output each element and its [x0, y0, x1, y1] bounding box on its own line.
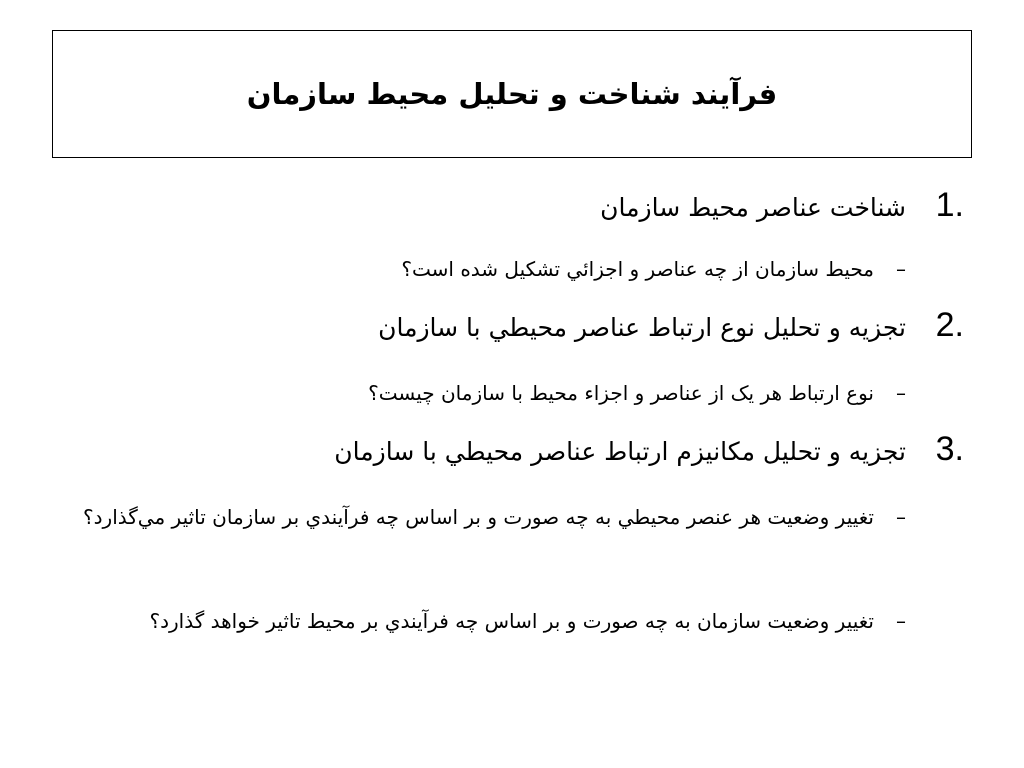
subitem-dash: –	[896, 257, 906, 281]
subitem-text: نوع ارتباط هر یک از عناصر و اجزاء محیط با سازمان چیست؟	[368, 381, 874, 405]
subitem-text: تغییر وضعیت سازمان به چه صورت و بر اساس چه فرآیندي بر محیط تاثیر خواهد گذارد؟	[149, 609, 874, 633]
subitem-text: محیط سازمان از چه عناصر و اجزائي تشکیل شده است؟	[401, 257, 874, 281]
item-number: 2.	[935, 306, 964, 344]
outline-item-3	[334, 430, 964, 469]
outline-subitem-1-1	[401, 247, 906, 291]
subitem-text: تغییر وضعیت هر عنصر محیطي به چه صورت و بر اساس چه فرآیندي بر سازمان تاثیر مي‌گذارد؟	[83, 505, 874, 529]
outline-item-2	[378, 306, 964, 345]
subitem-dash: –	[896, 505, 906, 529]
subitem-dash: –	[896, 609, 906, 633]
subitem-dash: –	[896, 381, 906, 405]
outline-subitem-3-1	[60, 495, 906, 539]
outline-subitem-2-1	[368, 371, 906, 415]
item-text: تجزیه و تحلیل نوع ارتباط عناصر محیطي با سازمان	[378, 313, 906, 342]
item-text: تجزیه و تحلیل مکانیزم ارتباط عناصر محیطي با سازمان	[334, 437, 906, 466]
item-number: 1.	[935, 186, 964, 224]
outline-subitem-3-2	[105, 599, 906, 643]
item-number: 3.	[935, 430, 964, 468]
slide-title: فرآیند شناخت و تحلیل محیط سازمان	[246, 76, 778, 111]
outline-item-1	[600, 186, 964, 225]
item-text: شناخت عناصر محیط سازمان	[600, 193, 906, 222]
